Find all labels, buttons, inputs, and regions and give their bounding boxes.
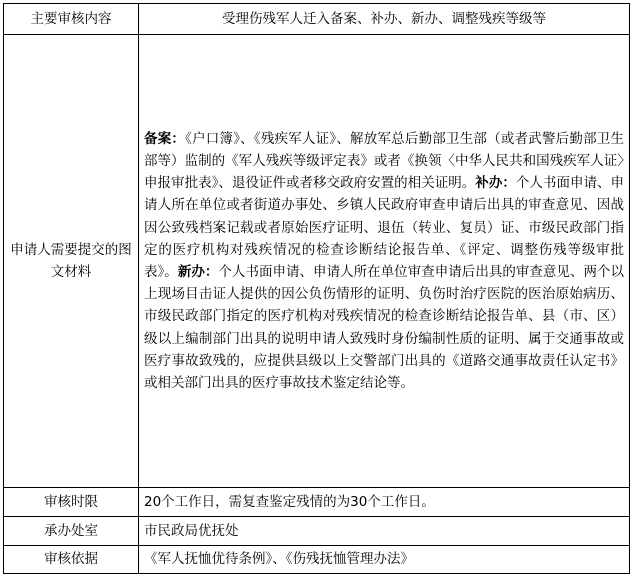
review-time-label: 审核时限 bbox=[4, 488, 139, 517]
table-row-basis bbox=[4, 546, 630, 574]
review-time-value: 20个工作日，需复查鉴定残情的为30个工作日。 bbox=[139, 488, 630, 517]
xinban-text: 个人书面申请、申请人所在单位审查申请后出具的审查意见、两个以上现场目击证人提供的因公负伤情形的证明、负伤时治疗医院的医治原始病历、市级民政部门指定的医疗机构对残疾情况的检查诊断结论报告单、县（市、区）级以上编制部门出具的说明申请人致残时身份编制性质的证明、属于交通事故或医疗事故致残的，应提供县级以上交警部门出具的《道路交通事故责任认定书》或相关部门出具的医疗事故技术鉴定结论等。 bbox=[144, 264, 625, 392]
review-info-table bbox=[3, 3, 630, 574]
main-content-value: 受理伤残军人迁入备案、补办、新办、调整残疾等级等 bbox=[139, 4, 630, 35]
beian-text: 《户口簿》、《残疾军人证》、解放军总后勤部卫生部（或者武警后勤部卫生部等）监制的《军人残疾等级评定表》或者《换领〈中华人民共和国残疾军人证〉申报审批表》、退役证件或者移交政府安置的相关证明。 bbox=[144, 130, 624, 192]
table-row-materials bbox=[4, 35, 630, 488]
table-row-review-time bbox=[4, 488, 630, 517]
buban-title: 补办： bbox=[475, 175, 516, 192]
beian-title: 备案： bbox=[144, 130, 186, 147]
buban-text: 个人书面申请、申请人所在单位或者街道办事处、乡镇人民政府审查申请后出具的审查意见、因战因公致残档案记载或者原始医疗证明、退伍（转业、复员）证、市级民政部门指定的医疗机构对残疾情况的检查诊断结论报告单、《评定、调整伤残等级审批表》。 bbox=[144, 175, 625, 280]
main-content-label: 主要审核内容 bbox=[4, 4, 139, 35]
basis-label: 审核依据 bbox=[4, 546, 139, 574]
table-row-main-content bbox=[4, 4, 630, 35]
materials-label: 申请人需要提交的图文材料 bbox=[4, 35, 139, 488]
office-value: 市民政局优抚处 bbox=[139, 517, 630, 546]
basis-value: 《军人抚恤优待条例》、《伤残抚恤管理办法》 bbox=[139, 546, 630, 574]
materials-value bbox=[139, 35, 630, 488]
xinban-title: 新办： bbox=[177, 264, 219, 280]
table-row-office bbox=[4, 517, 630, 546]
office-label: 承办处室 bbox=[4, 517, 139, 546]
